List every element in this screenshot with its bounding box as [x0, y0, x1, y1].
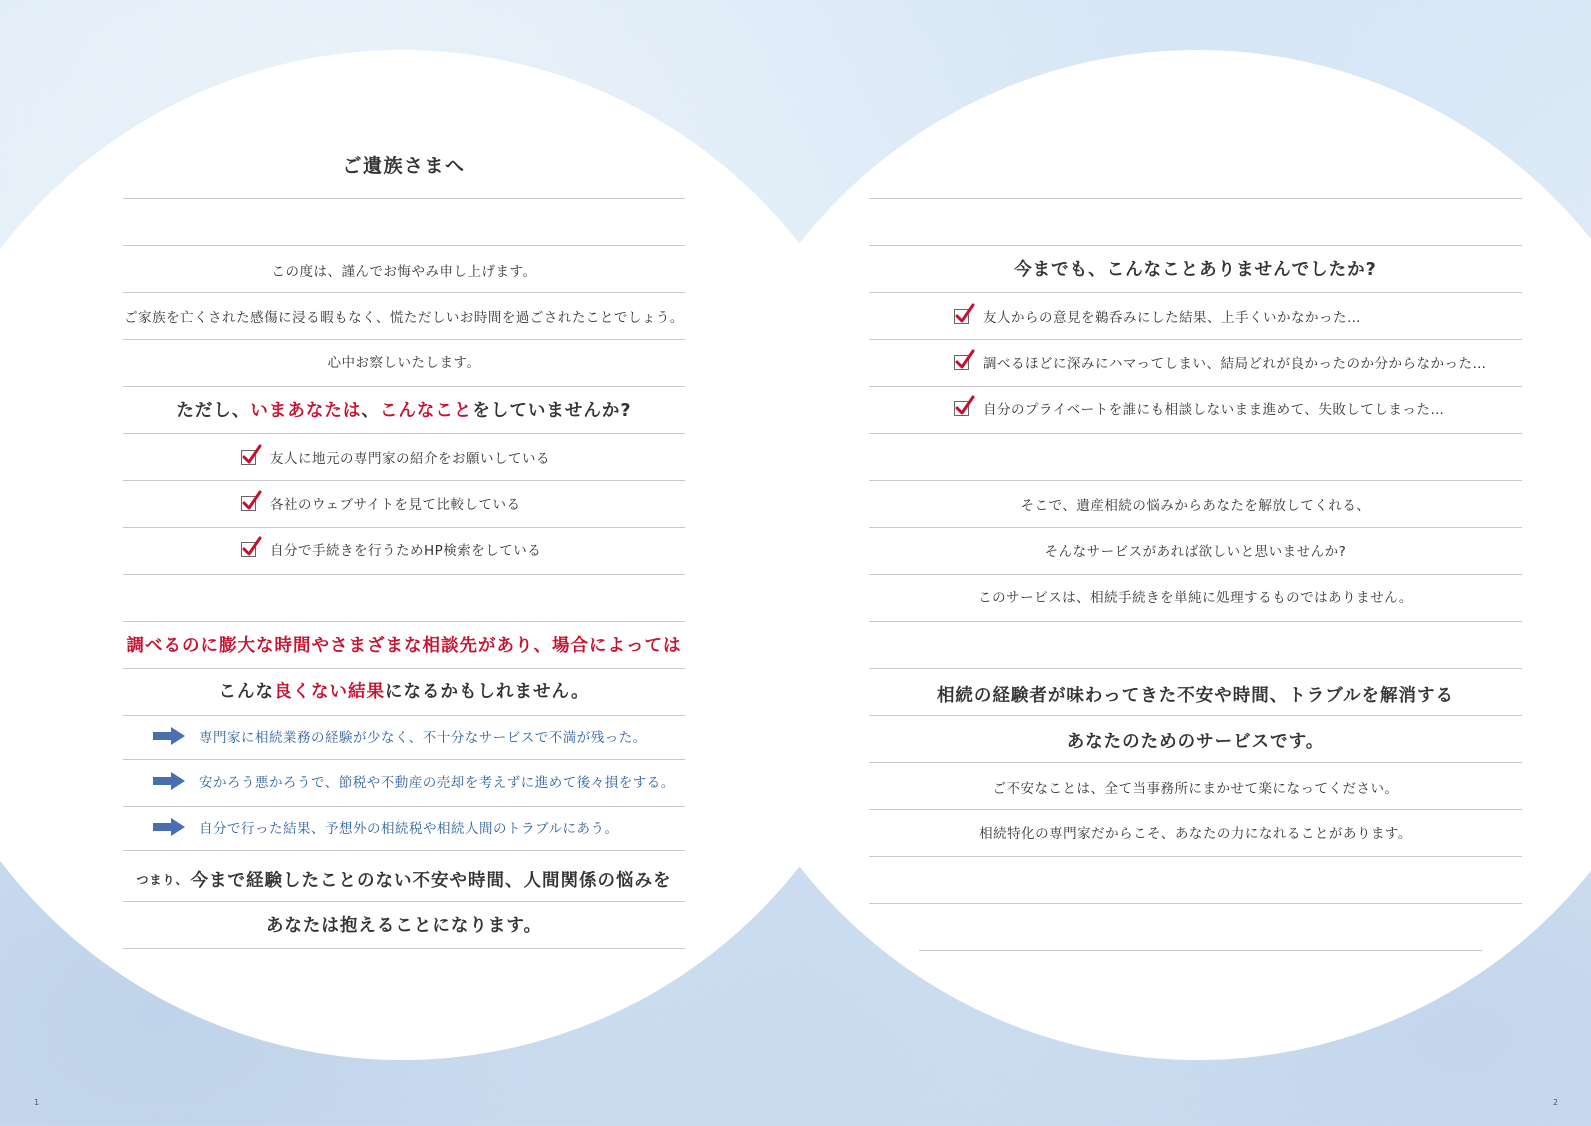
headline-line-1: 相続の経験者が味わってきた不安や時間、トラブルを解消する [936, 685, 1455, 706]
arrow-right-icon [153, 727, 185, 745]
question-highlight: いまあなたは [250, 400, 362, 421]
question-highlight: こんなこと [379, 400, 473, 421]
rule [869, 339, 1522, 340]
condolence-line-3: 心中お察しいたします。 [327, 355, 481, 371]
check-item-label: 友人に地元の専門家の紹介をお願いしている [270, 451, 550, 467]
rule [123, 621, 685, 622]
conclusion-prefix: つまり、 [136, 872, 189, 887]
intro-line-1: そこで、遺産相続の悩みからあなたを解放してくれる、 [1020, 498, 1371, 514]
check-item [954, 342, 1522, 382]
rule [123, 386, 685, 387]
check-item [241, 437, 685, 477]
arrow-item [153, 716, 725, 756]
arrow-right-icon [153, 772, 185, 790]
warning-highlight: 良くない結果 [273, 681, 385, 702]
checkbox-checked-icon [954, 309, 969, 324]
rule [123, 339, 685, 340]
rule [123, 759, 685, 760]
page-number-right: 2 [1553, 1098, 1559, 1107]
question-heading: 今までも、こんなことありませんでしたか? [1014, 259, 1377, 280]
checkbox-checked-icon [954, 401, 969, 416]
intro-line-3: このサービスは、相続手続きを単純に処理するものではありません。 [978, 590, 1413, 606]
rule [123, 198, 685, 199]
warning-line-1: 調べるのに膨大な時間やさまざまな相談先があり、場合によっては [126, 635, 682, 656]
question-part: 、 [361, 400, 380, 421]
conclusion-line-2: あなたは抱えることになります。 [265, 915, 543, 936]
checkbox-checked-icon [241, 450, 256, 465]
rule [869, 292, 1522, 293]
check-item [241, 529, 685, 569]
arrow-right-icon [153, 818, 185, 836]
rule [123, 850, 685, 851]
headline-line-2: あなたのためのサービスです。 [1066, 731, 1325, 752]
rule [869, 527, 1522, 528]
rule [919, 950, 1482, 951]
warning-part: になるかもしれません。 [384, 681, 590, 702]
arrow-item-label: 専門家に相続業務の経験が少なく、不十分なサービスで不満が残った。 [199, 730, 647, 746]
rule [123, 245, 685, 246]
checkbox-checked-icon [241, 496, 256, 511]
rule [123, 433, 685, 434]
condolence-line-1: この度は、謹んでお悔やみ申し上げます。 [271, 264, 537, 280]
rule [869, 903, 1522, 904]
rule [869, 621, 1522, 622]
check-item [954, 388, 1522, 428]
condolence-line-2: ご家族を亡くされた感傷に浸る暇もなく、慌ただしいお時間を過ごされたことでしょう。 [124, 310, 684, 326]
check-item-label: 友人からの意見を鵜呑みにした結果、上手くいかなかった… [983, 310, 1361, 326]
check-item [954, 296, 1522, 336]
rule [123, 527, 685, 528]
rule [869, 715, 1522, 716]
rule [869, 198, 1522, 199]
arrow-item-label: 自分で行った結果、予想外の相続税や相続人間のトラブルにあう。 [199, 821, 619, 837]
rule [123, 948, 685, 949]
check-item-label: 調べるほどに深みにハマってしまい、結局どれが良かったのか分からなかった… [983, 356, 1487, 372]
checkbox-checked-icon [241, 542, 256, 557]
rule [123, 668, 685, 669]
arrow-item [153, 807, 725, 847]
rule [869, 480, 1522, 481]
rule [869, 762, 1522, 763]
conclusion-text: 今まで経験したことのない不安や時間、人間関係の悩みを [190, 870, 672, 891]
check-item-label: 自分のプライベートを誰にも相談しないまま進めて、失敗してしまった… [983, 402, 1445, 418]
conclusion-line-1 [123, 859, 685, 899]
rule [123, 901, 685, 902]
check-item-label: 各社のウェブサイトを見て比較している [270, 497, 521, 513]
rule [869, 433, 1522, 434]
rule [869, 574, 1522, 575]
check-item-label: 自分で手続きを行うためHP検索をしている [270, 543, 542, 559]
rule [123, 574, 685, 575]
arrow-item-label: 安かろう悪かろうで、節税や不動産の売却を考えずに進めて後々損をする。 [199, 775, 675, 791]
rule [123, 292, 685, 293]
question-heading [123, 389, 685, 429]
check-item [241, 483, 685, 523]
rule [869, 668, 1522, 669]
question-part: をしていませんか? [472, 400, 632, 421]
closing-line-2: 相続特化の専門家だからこそ、あなたの力になれることがあります。 [979, 826, 1412, 842]
rule [869, 245, 1522, 246]
intro-line-2: そんなサービスがあれば欲しいと思いませんか? [1044, 544, 1347, 560]
warning-part: こんな [218, 681, 274, 702]
page-title: ご遺族さまへ [342, 154, 466, 177]
rule [123, 480, 685, 481]
page-number-left: 1 [34, 1098, 40, 1107]
closing-line-1: ご不安なことは、全て当事務所にまかせて楽になってください。 [992, 781, 1399, 797]
rule [869, 809, 1522, 810]
rule [869, 856, 1522, 857]
checkbox-checked-icon [954, 355, 969, 370]
arrow-item [153, 761, 725, 801]
question-part: ただし、 [176, 400, 251, 421]
warning-line-2 [123, 670, 685, 710]
rule [869, 386, 1522, 387]
